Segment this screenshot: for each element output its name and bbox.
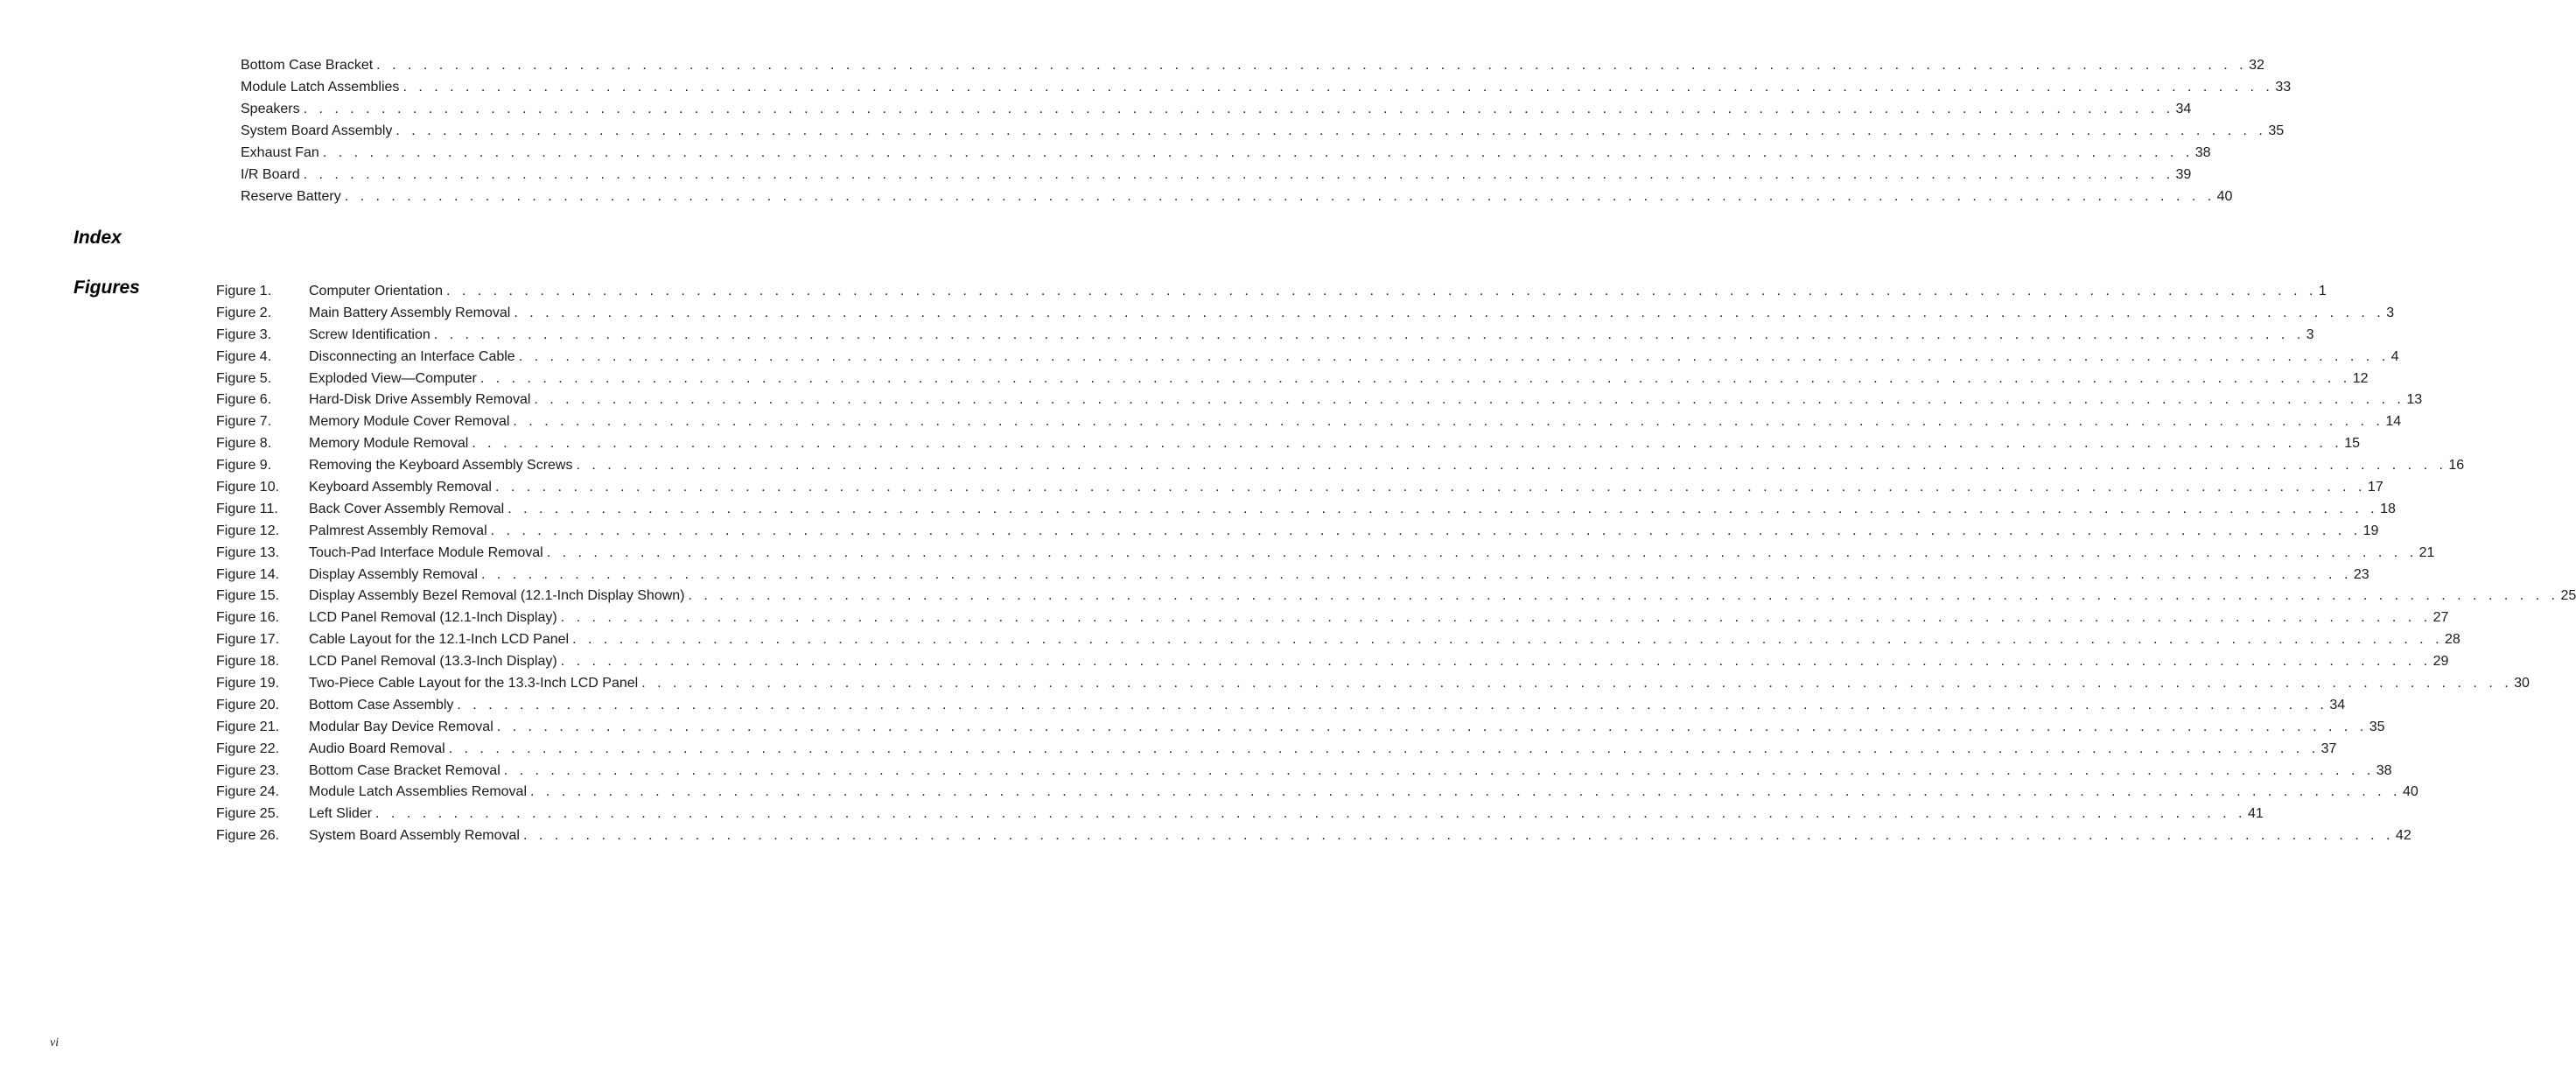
figure-entry[interactable] bbox=[216, 324, 2314, 346]
toc-entry[interactable] bbox=[241, 76, 2292, 98]
figure-entry[interactable] bbox=[216, 760, 2392, 782]
figure-label: Figure 19. bbox=[216, 676, 280, 691]
figure-entry-body bbox=[309, 564, 2370, 586]
dot-leader: . . . . . . . . . . . . . . . . . . . . . . . . . . . . . . . . . . . . . . . . . . . . . . . . . . . . . . . . . . . . . . . . . . . . . . . . . . . . . . . . . . . . . . . . . . . . . . . . . . . . . . . . . . . . . . . . . . . . . . . . bbox=[513, 414, 2384, 430]
figure-page: 38 bbox=[2376, 762, 2392, 778]
toc-entry-title: Speakers bbox=[241, 102, 300, 116]
dot-leader: . . . . . . . . . . . . . . . . . . . . . . . . . . . . . . . . . . . . . . . . . . . . . . . . . . . . . . . . . . . . . . . . . . . . . . . . . . . . . . . . . . . . . . . . . . . . . . . . . . . . . . . . . . . . . . . . . . . . . . . . bbox=[522, 828, 2394, 844]
figure-label: Figure 20. bbox=[216, 697, 280, 712]
figure-title: Hard-Disk Drive Assembly Removal bbox=[309, 392, 531, 408]
figure-entry[interactable] bbox=[216, 368, 2369, 390]
figure-title: Display Assembly Removal bbox=[309, 566, 478, 582]
figure-page: 3 bbox=[2306, 326, 2314, 342]
figure-entry-body bbox=[309, 781, 2418, 803]
figure-page: 16 bbox=[2448, 458, 2465, 474]
figure-title: Modular Bay Device Removal bbox=[309, 719, 494, 734]
figure-label: Figure 6. bbox=[216, 392, 272, 408]
dot-leader: . . . . . . . . . . . . . . . . . . . . . . . . . . . . . . . . . . . . . . . . . . . . . . . . . . . . . . . . . . . . . . . . . . . . . . . . . . . . . . . . . . . . . . . . . . . . . . . . . . . . . . . . . . . . . . . . . . . . . . . . bbox=[490, 523, 2362, 538]
dot-leader: . . . . . . . . . . . . . . . . . . . . . . . . . . . . . . . . . . . . . . . . . . . . . . . . . . . . . . . . . . . . . . . . . . . . . . . . . . . . . . . . . . . . . . . . . . . . . . . . . . . . . . . . . . . . . . . . . . . . . . . . bbox=[457, 697, 2328, 712]
toc-entry[interactable] bbox=[241, 54, 2264, 76]
figure-title: Memory Module Removal bbox=[309, 436, 469, 452]
figure-entry-body bbox=[309, 346, 2399, 368]
toc-entry-page: 40 bbox=[2216, 189, 2233, 204]
dot-leader: . . . . . . . . . . . . . . . . . . . . . . . . . . . . . . . . . . . . . . . . . . . . . . . . . . . . . . . . . . . . . . . . . . . . . . . . . . . . . . . . . . . . . . . . . . . . . . . . . . . . . . . . . . . . . . . . . . . . . . . . bbox=[560, 654, 2432, 670]
dot-leader: . . . . . . . . . . . . . . . . . . . . . . . . . . . . . . . . . . . . . . . . . . . . . . . . . . . . . . . . . . . . . . . . . . . . . . . . . . . . . . . . . . . . . . . . . . . . . . . . . . . . . . . . . . . . . . . . . . . . . . . . bbox=[445, 284, 2317, 298]
figure-title: Module Latch Assemblies Removal bbox=[309, 784, 528, 800]
figure-label: Figure 18. bbox=[216, 654, 280, 670]
toc-continued-list bbox=[241, 54, 2292, 207]
figure-page: 1 bbox=[2318, 284, 2327, 298]
figure-entry-body bbox=[309, 542, 2435, 564]
toc-entry-page: 35 bbox=[2268, 123, 2285, 138]
dot-leader: . . . . . . . . . . . . . . . . . . . . . . . . . . . . . . . . . . . . . . . . . . . . . . . . . . . . . . . . . . . . . . . . . . . . . . . . . . . . . . . . . . . . . . . . . . . . . . . . . . . . . . . . . . . . . . . . . . . . . . . . bbox=[576, 458, 2447, 474]
dot-leader: . . . . . . . . . . . . . . . . . . . . . . . . . . . . . . . . . . . . . . . . . . . . . . . . . . . . . . . . . . . . . . . . . . . . . . . . . . . . . . . . . . . . . . . . . . . . . . . . . . . . . . . . . . . . . . . . . . . . . . . . bbox=[560, 610, 2432, 626]
figure-entry[interactable] bbox=[216, 346, 2399, 368]
dot-leader: . . . . . . . . . . . . . . . . . . . . . . . . . . . . . . . . . . . . . . . . . . . . . . . . . . . . . . . . . . . . . . . . . . . . . . . . . . . . . . . . . . . . . . . . . . . . . . . . . . . . . . . . . . . . . . . . . . . . . . . . bbox=[503, 762, 2375, 778]
dot-leader: . . . . . . . . . . . . . . . . . . . . . . . . . . . . . . . . . . . . . . . . . . . . . . . . . . . . . . . . . . . . . . . . . . . . . . . . . . . . . . . . . . . . . . . . . . . . . . . . . . . . . . . . . . . . . . . . . . . . . . . . bbox=[641, 676, 2513, 691]
figures-heading: Figures bbox=[74, 277, 140, 298]
figure-label: Figure 12. bbox=[216, 523, 280, 538]
dot-leader: . . . . . . . . . . . . . . . . . . . . . . . . . . . . . . . . . . . . . . . . . . . . . . . . . . . . . . . . . . . . . . . . . . . . . . . . . . . . . . . . . . . . . . . . . . . . . . . . . . . . . . . . . . . . . . . . . . . . . . . . bbox=[375, 806, 2246, 822]
figure-page: 15 bbox=[2344, 436, 2361, 452]
figure-label: Figure 1. bbox=[216, 284, 272, 298]
figure-label: Figure 11. bbox=[216, 501, 278, 516]
figure-label: Figure 26. bbox=[216, 828, 280, 844]
figure-entry-body bbox=[309, 280, 2327, 302]
toc-entry-page: 33 bbox=[2275, 80, 2292, 95]
figure-entry-body bbox=[309, 302, 2395, 324]
figure-title: Keyboard Assembly Removal bbox=[309, 480, 492, 495]
dot-leader: . . . . . . . . . . . . . . . . . . . . . . . . . . . . . . . . . . . . . . . . . . . . . . . . . . . . . . . . . . . . . . . . . . . . . . . . . . . . . . . . . . . . . . . . . . . . . . . . . . . . . . . . . . . . . . . . . . . . . . . . bbox=[518, 348, 2390, 364]
figure-title: Removing the Keyboard Assembly Screws bbox=[309, 458, 573, 474]
figure-label: Figure 15. bbox=[216, 588, 280, 604]
figure-entry[interactable] bbox=[216, 520, 2379, 542]
figure-page: 42 bbox=[2395, 828, 2412, 844]
figure-label: Figure 13. bbox=[216, 544, 280, 560]
figure-label: Figure 25. bbox=[216, 806, 280, 822]
dot-leader: . . . . . . . . . . . . . . . . . . . . . . . . . . . . . . . . . . . . . . . . . . . . . . . . . . . . . . . . . . . . . . . . . . . . . . . . . . . . . . . . . . . . . . . . . . . . . . . . . . . . . . . . . . . . . . . . . . . . . . . . bbox=[494, 480, 2366, 495]
dot-leader: . . . . . . . . . . . . . . . . . . . . . . . . . . . . . . . . . . . . . . . . . . . . . . . . . . . . . . . . . . . . . . . . . . . . . . . . . . . . . . . . . . . . . . . . . . . . . . . . . . . . . . . . . . . . . . . . . . . . . . . . bbox=[530, 784, 2401, 800]
figure-entry-body bbox=[309, 476, 2384, 498]
figure-page: 29 bbox=[2432, 654, 2449, 670]
figure-entry[interactable] bbox=[216, 716, 2385, 738]
dot-leader: . . . . . . . . . . . . . . . . . . . . . . . . . . . . . . . . . . . . . . . . . . . . . . . . . . . . . . . . . . . . . . . . . . . . . . . . . . . . . . . . . . . . . . . . . . . . . . . . . . . . . . . . . . . . . . . . . . . . . . . . bbox=[303, 167, 2174, 182]
figure-label: Figure 17. bbox=[216, 632, 280, 648]
figure-page: 40 bbox=[2402, 784, 2418, 800]
figure-entry-body bbox=[309, 454, 2465, 476]
figure-page: 34 bbox=[2329, 697, 2346, 712]
figure-label: Figure 7. bbox=[216, 414, 272, 430]
figure-title: Bottom Case Bracket Removal bbox=[309, 762, 500, 778]
figure-entry-body bbox=[309, 324, 2314, 346]
figure-label: Figure 2. bbox=[216, 305, 272, 320]
figure-entry[interactable] bbox=[216, 564, 2370, 586]
figure-title: LCD Panel Removal (12.1-Inch Display) bbox=[309, 610, 557, 626]
figure-entry[interactable] bbox=[216, 607, 2449, 628]
dot-leader: . . . . . . . . . . . . . . . . . . . . . . . . . . . . . . . . . . . . . . . . . . . . . . . . . . . . . . . . . . . . . . . . . . . . . . . . . . . . . . . . . . . . . . . . . . . . . . . . . . . . . . . . . . . . . . . . . . . . . . . . bbox=[546, 544, 2418, 560]
figure-title: Left Slider bbox=[309, 806, 373, 822]
figure-page: 13 bbox=[2406, 392, 2423, 408]
dot-leader: . . . . . . . . . . . . . . . . . . . . . . . . . . . . . . . . . . . . . . . . . . . . . . . . . . . . . . . . . . . . . . . . . . . . . . . . . . . . . . . . . . . . . . . . . . . . . . . . . . . . . . . . . . . . . . . . . . . . . . . . bbox=[688, 588, 2559, 604]
figure-page: 41 bbox=[2247, 806, 2264, 822]
figure-entry[interactable] bbox=[216, 628, 2460, 650]
figure-entry-body bbox=[309, 650, 2449, 672]
figure-title: Touch-Pad Interface Module Removal bbox=[309, 544, 543, 560]
figure-entry-body bbox=[309, 411, 2402, 432]
dot-leader: . . . . . . . . . . . . . . . . . . . . . . . . . . . . . . . . . . . . . . . . . . . . . . . . . . . . . . . . . . . . . . . . . . . . . . . . . . . . . . . . . . . . . . . . . . . . . . . . . . . . . . . . . . . . . . . . . . . . . . . . bbox=[496, 719, 2368, 734]
toc-entry-title: Exhaust Fan bbox=[241, 145, 319, 160]
dot-leader: . . . . . . . . . . . . . . . . . . . . . . . . . . . . . . . . . . . . . . . . . . . . . . . . . . . . . . . . . . . . . . . . . . . . . . . . . . . . . . . . . . . . . . . . . . . . . . . . . . . . . . . . . . . . . . . . . . . . . . . . bbox=[480, 370, 2351, 386]
dot-leader: . . . . . . . . . . . . . . . . . . . . . . . . . . . . . . . . . . . . . . . . . . . . . . . . . . . . . . . . . . . . . . . . . . . . . . . . . . . . . . . . . . . . . . . . . . . . . . . . . . . . . . . . . . . . . . . . . . . . . . . . bbox=[472, 436, 2343, 452]
dot-leader: . . . . . . . . . . . . . . . . . . . . . . . . . . . . . . . . . . . . . . . . . . . . . . . . . . . . . . . . . . . . . . . . . . . . . . . . . . . . . . . . . . . . . . . . . . . . . . . . . . . . . . . . . . . . . . . . . . . . . . . . bbox=[376, 58, 2248, 73]
toc-entry-title: System Board Assembly bbox=[241, 123, 393, 138]
toc-entry[interactable] bbox=[241, 142, 2211, 164]
toc-entry-title: Module Latch Assemblies bbox=[241, 80, 400, 95]
figure-title: Main Battery Assembly Removal bbox=[309, 305, 511, 320]
figure-entry-body bbox=[309, 825, 2412, 846]
figure-entry[interactable] bbox=[216, 411, 2402, 432]
figure-entry-body bbox=[309, 585, 2576, 607]
figure-label: Figure 4. bbox=[216, 348, 272, 364]
dot-leader: . . . . . . . . . . . . . . . . . . . . . . . . . . . . . . . . . . . . . . . . . . . . . . . . . . . . . . . . . . . . . . . . . . . . . . . . . . . . . . . . . . . . . . . . . . . . . . . . . . . . . . . . . . . . . . . . . . . . . . . . bbox=[402, 80, 2274, 95]
figure-entry[interactable] bbox=[216, 825, 2412, 846]
figure-title: System Board Assembly Removal bbox=[309, 828, 520, 844]
toc-entry[interactable] bbox=[241, 164, 2192, 186]
figure-entry-body bbox=[309, 498, 2396, 520]
dot-leader: . . . . . . . . . . . . . . . . . . . . . . . . . . . . . . . . . . . . . . . . . . . . . . . . . . . . . . . . . . . . . . . . . . . . . . . . . . . . . . . . . . . . . . . . . . . . . . . . . . . . . . . . . . . . . . . . . . . . . . . . bbox=[433, 326, 2305, 342]
figure-label: Figure 22. bbox=[216, 741, 280, 756]
figure-label: Figure 16. bbox=[216, 610, 280, 626]
toc-entry[interactable] bbox=[241, 120, 2285, 142]
index-heading: Index bbox=[74, 228, 122, 248]
figure-title: Disconnecting an Interface Cable bbox=[309, 348, 515, 364]
figure-entry[interactable] bbox=[216, 302, 2395, 324]
figure-label: Figure 14. bbox=[216, 566, 280, 582]
figure-entry-body bbox=[309, 628, 2460, 650]
figure-label: Figure 23. bbox=[216, 762, 280, 778]
figure-entry[interactable] bbox=[216, 781, 2418, 803]
figure-page: 37 bbox=[2320, 741, 2337, 756]
toc-entry[interactable] bbox=[241, 186, 2233, 207]
figure-page: 19 bbox=[2362, 523, 2379, 538]
figure-title: Palmrest Assembly Removal bbox=[309, 523, 487, 538]
figure-entry[interactable] bbox=[216, 476, 2384, 498]
figure-entry[interactable] bbox=[216, 432, 2361, 454]
figure-entry[interactable] bbox=[216, 454, 2465, 476]
figure-page: 35 bbox=[2369, 719, 2385, 734]
figure-title: LCD Panel Removal (13.3-Inch Display) bbox=[309, 654, 557, 670]
dot-leader: . . . . . . . . . . . . . . . . . . . . . . . . . . . . . . . . . . . . . . . . . . . . . . . . . . . . . . . . . . . . . . . . . . . . . . . . . . . . . . . . . . . . . . . . . . . . . . . . . . . . . . . . . . . . . . . . . . . . . . . . bbox=[480, 566, 2352, 582]
toc-entry-page: 34 bbox=[2175, 102, 2192, 116]
figure-entry-body bbox=[309, 672, 2530, 694]
figure-title: Display Assembly Bezel Removal (12.1-Inch Display Shown) bbox=[309, 588, 685, 604]
dot-leader: . . . . . . . . . . . . . . . . . . . . . . . . . . . . . . . . . . . . . . . . . . . . . . . . . . . . . . . . . . . . . . . . . . . . . . . . . . . . . . . . . . . . . . . . . . . . . . . . . . . . . . . . . . . . . . . . . . . . . . . . bbox=[508, 501, 2379, 516]
figure-page: 3 bbox=[2386, 305, 2395, 320]
dot-leader: . . . . . . . . . . . . . . . . . . . . . . . . . . . . . . . . . . . . . . . . . . . . . . . . . . . . . . . . . . . . . . . . . . . . . . . . . . . . . . . . . . . . . . . . . . . . . . . . . . . . . . . . . . . . . . . . . . . . . . . . bbox=[322, 145, 2194, 160]
figure-entry[interactable] bbox=[216, 498, 2396, 520]
figure-page: 18 bbox=[2380, 501, 2396, 516]
figure-title: Exploded View—Computer bbox=[309, 370, 477, 386]
dot-leader: . . . . . . . . . . . . . . . . . . . . . . . . . . . . . . . . . . . . . . . . . . . . . . . . . . . . . . . . . . . . . . . . . . . . . . . . . . . . . . . . . . . . . . . . . . . . . . . . . . . . . . . . . . . . . . . . . . . . . . . . bbox=[572, 632, 2444, 648]
figure-page: 4 bbox=[2390, 348, 2399, 364]
figure-entry[interactable] bbox=[216, 738, 2337, 760]
figure-label: Figure 10. bbox=[216, 480, 280, 495]
figure-entry[interactable] bbox=[216, 542, 2435, 564]
figure-entry[interactable] bbox=[216, 672, 2530, 694]
figure-page: 17 bbox=[2367, 480, 2384, 495]
figure-page: 12 bbox=[2352, 370, 2369, 386]
figure-page: 28 bbox=[2445, 632, 2460, 648]
figure-title: Back Cover Assembly Removal bbox=[309, 501, 505, 516]
figure-entry[interactable] bbox=[216, 694, 2346, 716]
figure-label: Figure 9. bbox=[216, 458, 272, 474]
dot-leader: . . . . . . . . . . . . . . . . . . . . . . . . . . . . . . . . . . . . . . . . . . . . . . . . . . . . . . . . . . . . . . . . . . . . . . . . . . . . . . . . . . . . . . . . . . . . . . . . . . . . . . . . . . . . . . . . . . . . . . . . bbox=[303, 102, 2174, 116]
dot-leader: . . . . . . . . . . . . . . . . . . . . . . . . . . . . . . . . . . . . . . . . . . . . . . . . . . . . . . . . . . . . . . . . . . . . . . . . . . . . . . . . . . . . . . . . . . . . . . . . . . . . . . . . . . . . . . . . . . . . . . . . bbox=[534, 392, 2405, 408]
figure-entry-body bbox=[309, 520, 2379, 542]
toc-entry[interactable] bbox=[241, 98, 2192, 120]
figure-entry-body bbox=[309, 760, 2392, 782]
figure-page: 14 bbox=[2385, 414, 2402, 430]
figure-label: Figure 21. bbox=[216, 719, 280, 734]
figure-entry-body bbox=[309, 716, 2385, 738]
figure-title: Cable Layout for the 12.1-Inch LCD Panel bbox=[309, 632, 570, 648]
figure-entry-body bbox=[309, 432, 2361, 454]
figure-title: Computer Orientation bbox=[309, 284, 443, 298]
figure-title: Audio Board Removal bbox=[309, 741, 445, 756]
figure-title: Memory Module Cover Removal bbox=[309, 414, 510, 430]
figure-label: Figure 8. bbox=[216, 436, 272, 452]
toc-entry-page: 32 bbox=[2249, 58, 2264, 73]
figure-entry-body bbox=[309, 368, 2369, 390]
figure-entry-body bbox=[309, 803, 2264, 825]
figure-entry[interactable] bbox=[216, 585, 2576, 607]
figure-title: Screw Identification bbox=[309, 326, 430, 342]
dot-leader: . . . . . . . . . . . . . . . . . . . . . . . . . . . . . . . . . . . . . . . . . . . . . . . . . . . . . . . . . . . . . . . . . . . . . . . . . . . . . . . . . . . . . . . . . . . . . . . . . . . . . . . . . . . . . . . . . . . . . . . . bbox=[514, 305, 2385, 320]
figure-page: 27 bbox=[2432, 610, 2449, 626]
toc-entry-title: Bottom Case Bracket bbox=[241, 58, 374, 73]
figures-list bbox=[216, 280, 2576, 846]
toc-entry-title: I/R Board bbox=[241, 167, 300, 182]
figure-entry-body bbox=[309, 389, 2423, 411]
figure-label: Figure 24. bbox=[216, 784, 280, 800]
dot-leader: . . . . . . . . . . . . . . . . . . . . . . . . . . . . . . . . . . . . . . . . . . . . . . . . . . . . . . . . . . . . . . . . . . . . . . . . . . . . . . . . . . . . . . . . . . . . . . . . . . . . . . . . . . . . . . . . . . . . . . . . bbox=[344, 189, 2216, 204]
figure-entry[interactable] bbox=[216, 650, 2449, 672]
toc-entry-page: 39 bbox=[2175, 167, 2192, 182]
dot-leader: . . . . . . . . . . . . . . . . . . . . . . . . . . . . . . . . . . . . . . . . . . . . . . . . . . . . . . . . . . . . . . . . . . . . . . . . . . . . . . . . . . . . . . . . . . . . . . . . . . . . . . . . . . . . . . . . . . . . . . . . bbox=[396, 123, 2267, 138]
figure-title: Two-Piece Cable Layout for the 13.3-Inch LCD Panel bbox=[309, 676, 639, 691]
figure-page: 21 bbox=[2418, 544, 2435, 560]
figure-label: Figure 5. bbox=[216, 370, 272, 386]
toc-entry-title: Reserve Battery bbox=[241, 189, 341, 204]
dot-leader: . . . . . . . . . . . . . . . . . . . . . . . . . . . . . . . . . . . . . . . . . . . . . . . . . . . . . . . . . . . . . . . . . . . . . . . . . . . . . . . . . . . . . . . . . . . . . . . . . . . . . . . . . . . . . . . . . . . . . . . . bbox=[448, 741, 2320, 756]
figure-entry-body bbox=[309, 738, 2337, 760]
figure-entry[interactable] bbox=[216, 280, 2327, 302]
figure-entry[interactable] bbox=[216, 389, 2423, 411]
figure-entry-body bbox=[309, 607, 2449, 628]
toc-entry-page: 38 bbox=[2194, 145, 2211, 160]
figure-title: Bottom Case Assembly bbox=[309, 697, 454, 712]
page-number: vi bbox=[50, 1036, 60, 1049]
figure-page: 25 bbox=[2560, 588, 2576, 604]
figure-label: Figure 3. bbox=[216, 326, 272, 342]
figure-page: 23 bbox=[2353, 566, 2370, 582]
figure-entry[interactable] bbox=[216, 803, 2264, 825]
figure-page: 30 bbox=[2514, 676, 2530, 691]
figure-entry-body bbox=[309, 694, 2346, 716]
